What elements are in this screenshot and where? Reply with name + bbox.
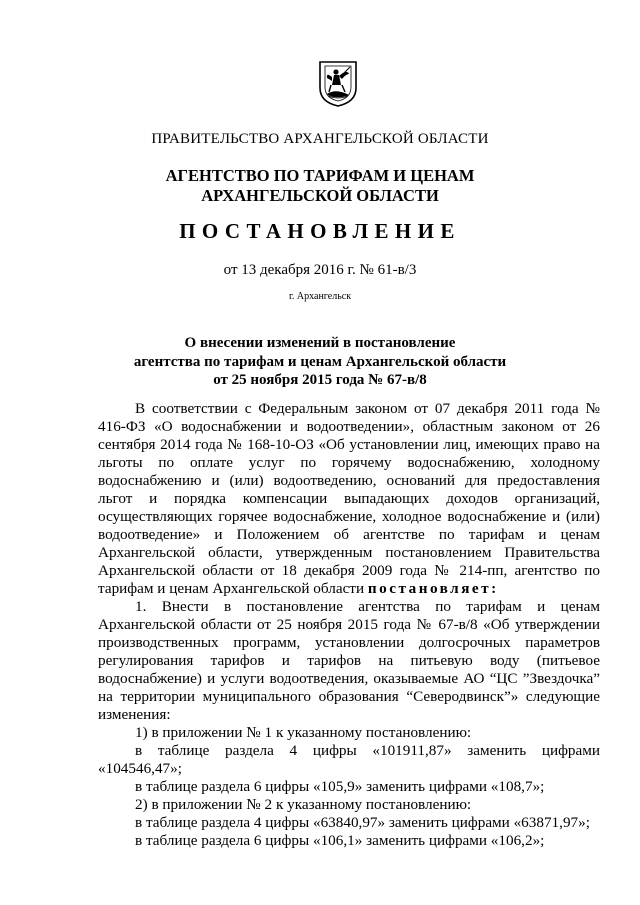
sub-item-1: 1) в приложении № 1 к указанному постановлению:: [135, 724, 472, 741]
item-1-paragraph: 1. Внести в постановление агентства по тарифам и ценам Архангельской области от 25 ноября 2015 года № 67-в/8 «Об утверждении производственных программ, установлении долгосрочных параметров регулирования тарифов и тарифов на питьевую воду (питьевое водоснабжение) и услуги водоотведения, оказываемые АО “ЦС ”Звездочка” на территории муниципального образования “Северодвинск”» следующие изменения:: [98, 598, 600, 723]
agency-name-line2: АРХАНГЕЛЬСКОЙ ОБЛАСТИ: [201, 186, 439, 205]
agency-name: [0, 166, 640, 206]
preamble-paragraph: [98, 400, 600, 598]
preamble-text: В соответствии с Федеральным законом от 07 декабря 2011 года № 416-ФЗ «О водоснабжении и водоотведении», областным законом от 26 сентября 2014 года № 168-10-ОЗ «Об установлении лиц, имеющих право на льготы по оплате услуг по горячему водоснабжению, холодному водоснабжению и (или) водоотведению, оснований для предоставления льгот и порядка компенсации выпадающих доходов организаций, осуществляющих горячее водоснабжение, холодное водоснабжение и (или) водоотведение» и Положением об агентстве по тарифам и ценам Архангельской области, утвержденным постановлением Правительства Архангельской области от 18 декабря 2009 года № 214-пп, агентство по тарифам и ценам Архангельской области: [98, 400, 600, 597]
sub-item-2b: в таблице раздела 6 цифры «106,1» заменить цифрами «106,2»;: [135, 832, 545, 849]
sub-item-2a: в таблице раздела 4 цифры «63840,97» заменить цифрами «63871,97»;: [135, 814, 590, 831]
subject-line2: агентства по тарифам и ценам Архангельской области: [133, 353, 507, 370]
government-name: ПРАВИТЕЛЬСТВО АРХАНГЕЛЬСКОЙ ОБЛАСТИ: [151, 131, 489, 147]
resolves-word: постановляет:: [367, 580, 499, 597]
agency-name-line1: АГЕНТСТВО ПО ТАРИФАМ И ЦЕНАМ: [165, 166, 475, 185]
arkhangelsk-coat-of-arms-icon: [316, 58, 360, 108]
sub-item-2: 2) в приложении № 2 к указанному постановлению:: [135, 796, 472, 813]
city: г. Архангельск: [288, 291, 352, 302]
sub-item-1a: в таблице раздела 4 цифры «101911,87» заменить цифрами «104546,47»;: [98, 742, 600, 777]
document-type: ПОСТАНОВЛЕНИЕ: [179, 219, 461, 243]
sub-item-1b: в таблице раздела 6 цифры «105,9» заменить цифрами «108,7»;: [135, 778, 545, 795]
document-subject: [0, 334, 640, 390]
subject-line1: О внесении изменений в постановление: [184, 335, 456, 351]
document-body: [98, 400, 600, 850]
subject-line3: от 25 ноября 2015 года № 67-в/8: [213, 372, 427, 388]
date-and-number: от 13 декабря 2016 г. № 61-в/3: [223, 262, 417, 278]
